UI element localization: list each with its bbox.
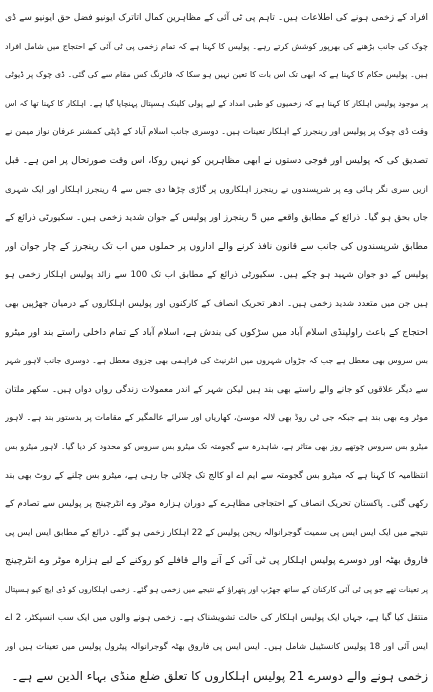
- article-line: تصدیق کی کہ پولیس اور فوجی دستوں نے ابھی مظاہرین کو نہیں روکا، اس وقت صورتحال پر امن ہے۔ قبل: [5, 154, 428, 166]
- article-line: میٹرو بس سروس چوتھے روز بھی متاثر ہے، شاہدرہ سے گجومتہ تک میٹرو بس سروس کو محدود کر دیا گیا۔ لاہور میٹرو بس: [5, 441, 428, 451]
- article-line: رکھی گئی۔ پاکستان تحریک انصاف کے احتجاجی مظاہرے کے دوران ہزارہ موٹر وے انٹرچینج پر پولیس سے تصادم کے: [5, 499, 428, 510]
- article-line: چوک کی جانب بڑھنے کی بھرپور کوشش کرتے رہے۔ پولیس کا کہنا ہے کہ تمام زخمی پی ٹی آئی کے احتجاج میں شامل افراد: [5, 41, 428, 51]
- article-line: ازیں سری نگر ہائی وے پر شرپسندوں نے رینجرز اہلکاروں پر گاڑی چڑھا دی جس سے 4 رینجرز اہلکار اور ایک شہری: [5, 184, 428, 195]
- article-line: سے دیگر علاقوں کو جانے والے راستے بھی بند ہیں لیکن شہر کے اندر معمولات زندگی رواں دواں ہیں۔ سکھر ملتان: [5, 384, 428, 395]
- article-line: ایس آئی اور 18 پولیس کانسٹیبل شامل ہیں۔ ایس ایس پی فاروق بھٹہ گوجرانوالہ پیٹرول پولیس میں تعینات ہیں اور: [5, 642, 428, 653]
- article-line: ہیں جن میں متعدد شدید زخمی ہیں۔ ادھر تحریک انصاف کے کارکنوں اور پولیس اہلکاروں کے درمیان جھڑپیں بھی: [5, 298, 428, 309]
- article-line: پر موجود پولیس اہلکار کا کہنا ہے کہ زخمیوں کو طبی امداد کے لیے پولی کلینک ہسپتال پہنچایا گیا ہے۔ اہلکار کا کہنا تھا کہ اس: [5, 98, 428, 108]
- article-line: جاں بحق ہو گیا۔ ذرائع کے مطابق واقعے میں 5 رینجرز اور پولیس کے جوان شدید زخمی ہیں۔ سکیورٹی ذرائع کے: [5, 213, 428, 224]
- article-line: افراد کے زخمی ہونے کی اطلاعات ہیں۔ تاہم پی ٹی آئی کے مظاہرین کمال اتاترک ایونیو فضل حق ایونیو سے ڈی: [5, 13, 428, 23]
- article-line: بس سروس بھی معطل ہے جب کہ جڑواں شہروں میں انٹرنیٹ کی فراہمی بھی جزوی معطل ہے۔ دوسری جانب لاہور شہر: [5, 356, 428, 366]
- article-line: منتقل کیا گیا ہے، جہاں ایک پولیس اہلکار کی حالت تشویشناک ہے۔ زخمی ہونے والوں میں ایک سب انسپکٹر، 2 اے: [5, 613, 428, 624]
- article-line: فاروق بھٹہ اور دوسرے پولیس اہلکار پی ٹی آئی کے آنے والے قافلے کو روکنے کے لیے ہزارہ موٹر وے انٹرچینج: [5, 555, 428, 567]
- article-line: زخمی ہونے والے دوسرے 21 پولیس اہلکاروں کا تعلق ضلع منڈی بہاء الدین سے ہے۔: [11, 668, 428, 683]
- article-line: انتظامیہ کا کہنا ہے کہ میٹرو بس گجومتہ سے ایم اے او کالج تک چلائی جا رہی ہے، میٹرو بس چلنے کے روٹ بھی بند: [5, 470, 428, 481]
- article-line: پولیس کے دو جوان شہید ہو چکے ہیں۔ سکیورٹی ذرائع کے مطابق اب تک 100 سے زائد پولیس اہلکار زخمی ہو: [5, 270, 428, 281]
- article-line: وقت ڈی چوک پر پولیس اور رینجرز کے اہلکار تعینات ہیں۔ دوسری جانب اسلام آباد کے ڈپٹی کمشنر عرفان نواز میمن نے: [5, 127, 428, 138]
- article-line: مطابق شرپسندوں کی جانب سے قانون نافذ کرنے والے اداروں پر حملوں میں اب تک رینجرز کے چار جوان اور: [5, 240, 428, 252]
- article-line: احتجاج کے باعث راولپنڈی اسلام آباد میں سڑکوں کی بندش ہے، اسلام آباد کے تمام داخلی راستے بند اور میٹرو: [5, 326, 428, 338]
- article-line: موٹر وے بھی بند ہے جبکہ جی ٹی روڈ بھی لالہ موسیٰ، کھاریاں اور سرائے عالمگیر کے مقامات پر بدستور بند ہے۔ لاہور: [5, 413, 428, 424]
- article-line: پر تعینات تھے جو پی ٹی آئی کارکنان کے ساتھ جھڑپ اور پتھراؤ کے نتیجے میں زخمی ہو گئے۔ زخمی اہلکاروں کو ڈی ایچ کیو ہسپتال: [5, 584, 428, 594]
- article-line: نتیجے میں ایک ایس ایس پی سمیت گوجرانوالہ ریجن پولیس کے 22 اہلکار زخمی ہو گئے۔ ذرائع کے مطابق ایس ایس پی: [5, 527, 428, 538]
- article-line: ہیں۔ پولیس حکام کا کہنا ہے کہ ابھی تک اس بات کا تعین نہیں ہو سکا کہ فائرنگ کس مقام سے کی گئی۔ ڈی چوک پر ڈیوٹی: [5, 70, 428, 80]
